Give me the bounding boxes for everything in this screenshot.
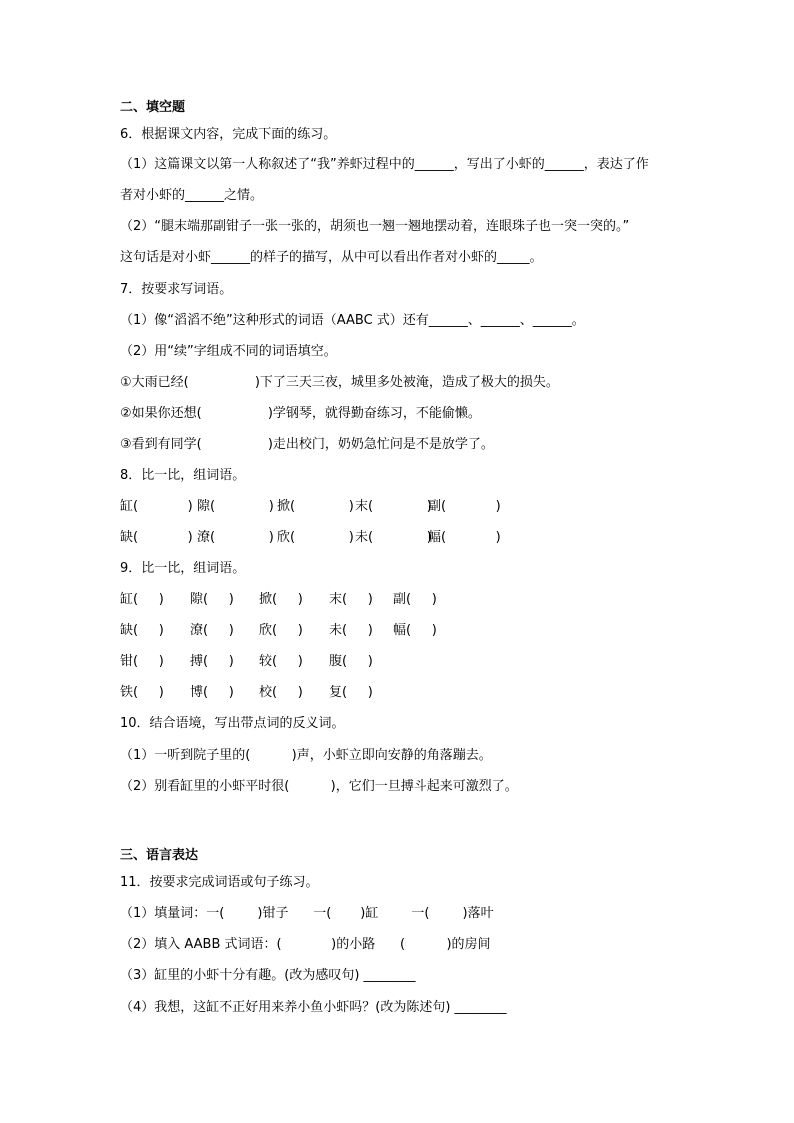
q9-item: 缺( ) bbox=[120, 623, 164, 638]
q8-item: 欣( ) bbox=[277, 530, 354, 545]
question-11-part-4: （4）我想，这缸不正好用来养小鱼小虾吗？(改为陈述句) ________ bbox=[120, 1000, 507, 1015]
q8-item: 掀( ) bbox=[277, 499, 354, 514]
q8-item: 缺( ) bbox=[120, 530, 193, 545]
question-11-part-1: （1）填量词：一( )钳子 一( )缸 一( )落叶 bbox=[120, 906, 494, 921]
q9-item: 欣( ) bbox=[259, 623, 303, 638]
question-6-part-2-line-1: （2）“腿末端那副钳子一张一张的，胡须也一翘一翘地摆动着，连眼珠子也一突一突的。” bbox=[120, 219, 630, 234]
q9-item: 腹( ) bbox=[329, 654, 373, 669]
question-6-part-1-line-1: （1）这篇课文以第一人称叙述了“我”养虾过程中的______，写出了小虾的______，表达了作 bbox=[120, 157, 649, 172]
q9-item: 末( ) bbox=[329, 592, 373, 607]
question-11-part-3: （3）缸里的小虾十分有趣。(改为感叹句) ________ bbox=[120, 968, 416, 983]
q9-item: 幅( ) bbox=[393, 623, 437, 638]
q8-item: 副( ) bbox=[428, 499, 501, 514]
question-9-prompt: 9．比一比，组词语。 bbox=[120, 561, 246, 576]
question-11-part-2: （2）填入 AABB 式词语：( )的小路 ( )的房间 bbox=[120, 937, 491, 952]
question-7-prompt: 7．按要求写词语。 bbox=[120, 282, 233, 297]
question-7-part-1: （1）像“滔滔不绝”这种形式的词语（AABC 式）还有______、______、______。 bbox=[120, 313, 585, 328]
q9-item: 掀( ) bbox=[259, 592, 303, 607]
q8-item: 缸( ) bbox=[120, 499, 193, 514]
question-10-part-2: （2）别看缸里的小虾平时很( )，它们一旦搏斗起来可激烈了。 bbox=[120, 779, 518, 794]
question-10-part-1: （1）一听到院子里的( )声，小虾立即向安静的角落蹦去。 bbox=[120, 748, 492, 763]
question-7-sentence-1: ①大雨已经( )下了三天三夜，城里多处被淹，造成了极大的损失。 bbox=[120, 375, 559, 390]
q9-item: 钳( ) bbox=[120, 654, 164, 669]
q9-item: 铁( ) bbox=[120, 685, 164, 700]
question-7-sentence-3: ③看到有同学( )走出校门，奶奶急忙问是不是放学了。 bbox=[120, 437, 494, 452]
question-7-part-2: （2）用“续”字组成不同的词语填空。 bbox=[120, 344, 337, 359]
question-6-prompt: 6．根据课文内容，完成下面的练习。 bbox=[120, 127, 337, 142]
q8-item: 末( ) bbox=[355, 499, 432, 514]
question-6-part-1-line-2: 者对小虾的______之情。 bbox=[120, 188, 264, 203]
q9-item: 复( ) bbox=[329, 685, 373, 700]
question-11-prompt: 11．按要求完成词语或句子练习。 bbox=[120, 875, 319, 890]
question-7-sentence-2: ②如果你还想( )学钢琴，就得勤奋练习，不能偷懒。 bbox=[120, 406, 481, 421]
q8-item: 未( ) bbox=[355, 530, 432, 545]
q9-item: 较( ) bbox=[259, 654, 303, 669]
q9-item: 博( ) bbox=[190, 685, 234, 700]
q9-item: 搏( ) bbox=[190, 654, 234, 669]
q9-item: 未( ) bbox=[329, 623, 373, 638]
section-heading-fill-blank: 二、填空题 bbox=[120, 100, 186, 115]
q9-item: 潦( ) bbox=[190, 623, 234, 638]
q9-item: 校( ) bbox=[259, 685, 303, 700]
q9-item: 隙( ) bbox=[190, 592, 234, 607]
section-heading-language-expression: 三、语言表达 bbox=[120, 848, 199, 863]
q8-item: 隙( ) bbox=[197, 499, 274, 514]
q9-item: 副( ) bbox=[393, 592, 437, 607]
question-10-prompt: 10．结合语境，写出带点词的反义词。 bbox=[120, 716, 345, 731]
q8-item: 潦( ) bbox=[197, 530, 274, 545]
question-8-prompt: 8．比一比，组词语。 bbox=[120, 468, 246, 483]
q8-item: 幅( ) bbox=[428, 530, 501, 545]
q9-item: 缸( ) bbox=[120, 592, 164, 607]
question-6-part-2-line-2: 这句话是对小虾______的样子的描写，从中可以看出作者对小虾的_____。 bbox=[120, 250, 543, 265]
